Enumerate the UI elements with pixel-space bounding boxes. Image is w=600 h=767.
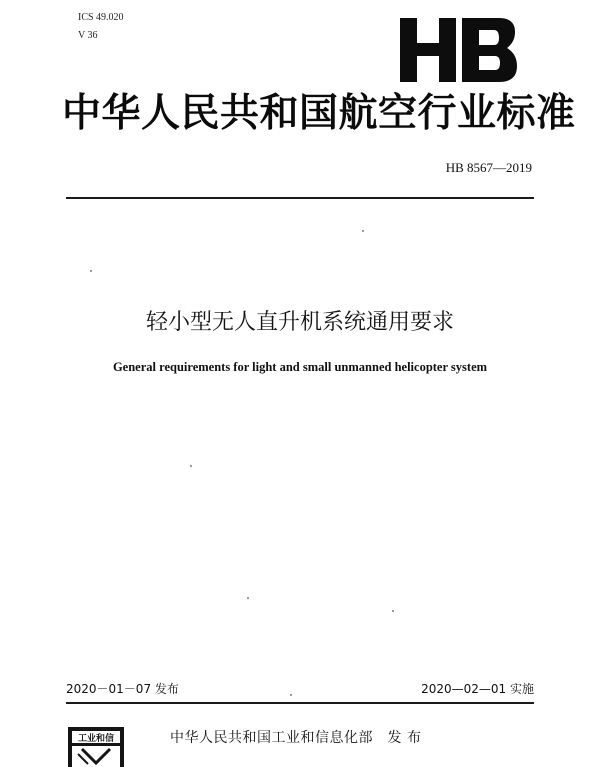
scan-speck bbox=[392, 610, 394, 612]
ics-code: ICS 49.020 bbox=[78, 12, 124, 23]
scan-speck bbox=[290, 694, 292, 696]
header-divider bbox=[66, 197, 534, 199]
ccs-code: V 36 bbox=[78, 30, 98, 41]
standard-number: HB 8567—2019 bbox=[445, 160, 532, 175]
issue-date: 2020－01－07 发布 bbox=[66, 682, 179, 696]
ministry-seal-icon bbox=[68, 727, 124, 767]
scan-speck bbox=[190, 465, 192, 467]
scan-speck bbox=[362, 230, 364, 232]
standard-title-chinese: 轻小型无人直升机系统通用要求 bbox=[145, 310, 454, 335]
footer-divider bbox=[66, 702, 534, 704]
standard-title-english: General requirements for light and small unmanned helicopter system bbox=[112, 360, 488, 374]
implementation-date: 2020—02—01 实施 bbox=[421, 682, 534, 696]
scan-speck bbox=[90, 270, 92, 272]
publisher: 中华人民共和国工业和信息化部 发 布 bbox=[170, 730, 422, 746]
organization-title: 中华人民共和国航空行业标准 bbox=[62, 91, 576, 136]
svg-text:工业和信: 工业和信 bbox=[77, 734, 115, 744]
scan-speck bbox=[247, 597, 249, 599]
hb-logo bbox=[398, 18, 518, 82]
